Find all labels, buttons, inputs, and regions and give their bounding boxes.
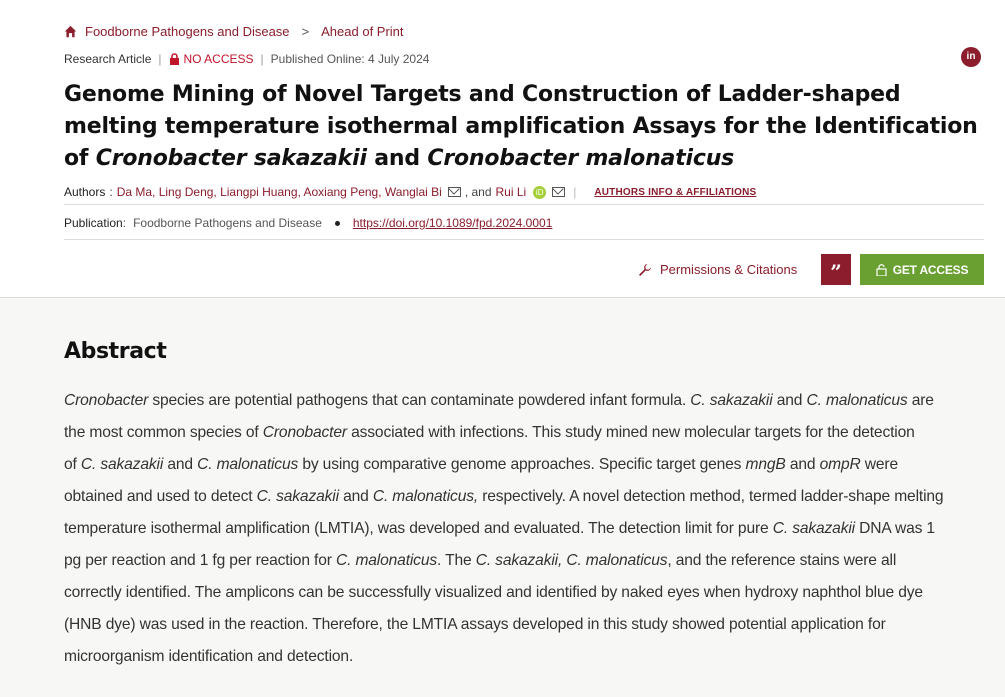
abstract-text: DNA was 1 [854,520,935,537]
wrench-icon [638,263,652,277]
authors-label: Authors [64,185,106,199]
breadcrumb-separator: > [301,24,310,39]
abstract-text: (HNB dye) was used in the reaction. Therefore, the LMTIA assays developed in this study showed potential application for [64,616,886,633]
breadcrumb-journal-link[interactable]: Foodborne Pathogens and Disease [85,24,290,39]
linkedin-share-icon[interactable]: in [961,47,981,67]
cite-button[interactable]: ” [821,254,851,285]
abstract-line [64,417,989,449]
publication-label: Publication [64,216,123,230]
abstract-italic-term: ompR [819,456,861,473]
article-type: Research Article [64,52,152,66]
divider [64,239,984,240]
abstract-text: are [907,392,934,409]
abstract-text: and [772,392,807,409]
authors-and: , and [464,185,492,199]
abstract-italic-term: C. sakazakii [690,392,773,409]
abstract-text: pg per reaction and 1 fg per reaction for [64,552,336,569]
abstract-line [64,449,989,481]
email-icon[interactable] [552,187,565,197]
abstract-body [64,385,989,673]
author-names[interactable]: Da Ma, Ling Deng, Liangpi Huang, Aoxiang Peng, Wanglai Bi [116,185,442,199]
title-text: Genome Mining of Novel Targets and Construction of Ladder-shaped melting temperature isothermal amplification Assays for the Identification of [64,82,978,171]
abstract-text: were [860,456,898,473]
authors-divider: | [573,185,577,199]
article-meta [64,52,429,66]
abstract-line [64,545,989,577]
abstract-text: by using comparative genome approaches. Specific target genes [298,456,746,473]
abstract-text: . The [437,552,476,569]
abstract-italic-term: C. malonaticus [335,552,438,569]
access-status [169,52,254,66]
access-status-label: NO ACCESS [183,52,254,66]
bullet-icon [335,221,340,226]
abstract-text: and [785,456,820,473]
abstract-text: of [64,456,81,473]
published-date: Published Online: 4 July 2024 [270,52,430,66]
abstract-heading: Abstract [64,339,167,364]
abstract-line [64,481,989,513]
article-header [0,0,1005,298]
abstract-italic-term: C. sakazakii [256,488,339,505]
author-last[interactable]: Rui Li [495,185,527,199]
doi-link[interactable]: https://doi.org/10.1089/fpd.2024.0001 [352,216,553,230]
abstract-italic-term: C. sakazakii [80,456,164,473]
abstract-line [64,385,989,417]
title-species-1: Cronobacter sakazakii [95,146,367,171]
abstract-text: the most common species of [64,424,263,441]
email-icon[interactable] [448,187,461,197]
publication-journal: Foodborne Pathogens and Disease [133,216,322,230]
abstract-text: microorganism identification and detection. [64,648,354,665]
get-access-button[interactable] [860,254,984,285]
abstract-italic-term: Cronobacter [64,392,149,409]
abstract-text: correctly identified. The amplicons can be successfully visualized and identified by naked eyes when hydroxy naphthol blue dye [64,584,923,601]
abstract-text: and [338,488,373,505]
abstract-line [64,609,989,641]
divider [64,204,984,205]
breadcrumb-section-link[interactable]: Ahead of Print [321,24,404,39]
unlock-icon [876,264,887,276]
abstract-text: respectively. A novel detection method, termed ladder-shape melting [478,488,944,505]
watermark [820,658,970,678]
abstract-italic-term: Cronobacter [262,424,347,441]
authors-line: Authors : Da Ma, Ling Deng, Liangpi Huang, Aoxiang Peng, Wanglai Bi , and Rui Li iD | AUTHORS INFO & AFFILIATIONS [64,185,757,199]
abstract-line [64,577,989,609]
abstract-italic-term: C. sakazakii [772,520,855,537]
article-title [64,79,989,175]
permissions-label: Permissions & Citations [660,262,798,277]
permissions-citations-link[interactable] [638,262,797,277]
get-access-label: GET ACCESS [892,262,969,277]
meta-divider: | [158,52,162,66]
abstract-text: and [163,456,198,473]
abstract-text: obtained and used to detect [64,488,257,505]
abstract-italic-term: C. sakazakii, C. malonaticus [475,552,668,569]
abstract-text: species are potential pathogens that can contaminate powdered infant formula. [148,392,691,409]
abstract-italic-term: C. malonaticus [806,392,908,409]
abstract-italic-term: mngB [745,456,786,473]
title-conjunction: and [366,146,428,171]
title-species-2: Cronobacter malonaticus [427,146,735,171]
orcid-icon[interactable]: iD [533,186,546,199]
lock-icon [169,53,180,65]
abstract-line [64,513,989,545]
abstract-text: associated with infections. This study mined new molecular targets for the detection [346,424,915,441]
publication-line: Publication : Foodborne Pathogens and Disease https://doi.org/10.1089/fpd.2024.0001 [64,216,553,230]
breadcrumb [64,24,404,39]
authors-info-link[interactable]: AUTHORS INFO & AFFILIATIONS [594,186,757,198]
meta-divider: | [260,52,264,66]
abstract-italic-term: C. malonaticus, [372,488,479,505]
abstract-text: , and the reference stains were all [667,552,897,569]
abstract-text: temperature isothermal amplification (LMTIA), was developed and evaluated. The detection limit for pure [64,520,773,537]
home-icon[interactable] [64,25,77,38]
abstract-italic-term: C. malonaticus [197,456,299,473]
